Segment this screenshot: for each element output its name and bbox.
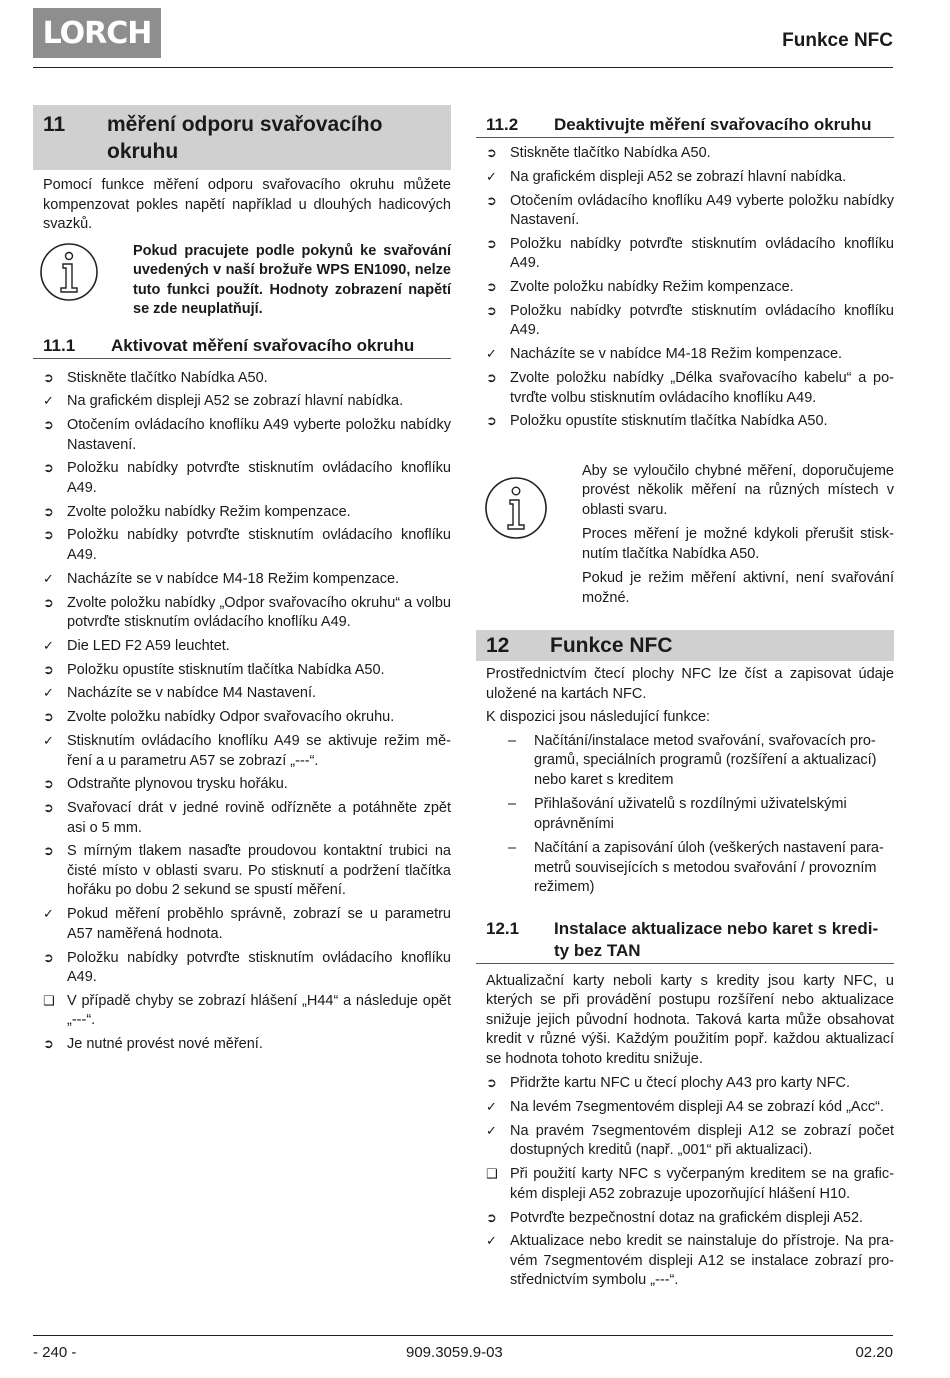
list-item (33, 637, 451, 657)
page-number: - 240 - (33, 1344, 77, 1361)
list-item (33, 570, 451, 590)
check-icon: ✓ (486, 1100, 497, 1116)
step-text: Položku nabídky potvrďte stisknutím ovládacího knoflíku A49. (67, 527, 451, 563)
step-text: V případě chyby se zobrazí hlášení „H44“ a následuje opět „---“. (67, 992, 451, 1029)
step-text: Stiskněte tlačítko Nabídka A50. (67, 369, 268, 386)
section-11-heading (33, 105, 451, 170)
section-title: Funkce NFC (550, 634, 673, 658)
arrow-icon: ➲ (43, 528, 54, 544)
step-text: Nacházíte se v nabídce M4-18 Režim kompenzace. (67, 570, 400, 587)
right-column (476, 105, 894, 1295)
step-text: Zvolte položku nabídky Režim kompenzace. (67, 503, 351, 520)
list-item (476, 1074, 894, 1094)
subsection-number: 11.2 (486, 115, 519, 134)
step-text: Zvolte položku nabídky „Odpor svařovacího okruhu“ a volbu potvrďte stisknutím ovládacího knoflíku A49. (67, 594, 451, 631)
list-item (33, 416, 451, 455)
header-divider (33, 67, 893, 68)
footer-divider (33, 1335, 893, 1336)
step-text: Zvolte položku nabídky Režim kompenzace. (510, 279, 794, 296)
box-icon: ❑ (43, 993, 55, 1009)
section-12-intro-2: K dispozici jsou následující funkce: (486, 709, 711, 726)
section-12-1-paragraph: Aktualizační karty neboli karty s kredity jsou karty NFC, u kterých se při provádění postupu rozšíření nebo aktualizace snižuje jejich původní hodnota. Taková karta může obsahovat kredit v různé výši. Každým použitím popř. každou aktualizací se hodnota tohoto kreditu snižuje. (486, 972, 894, 1067)
arrow-icon: ➲ (43, 710, 54, 726)
list-item: – Načítání a zapisování úloh (veškerých nastavení parametrů souvisejících s metodou svařování / provozním režimem) (508, 840, 884, 896)
list-item (476, 1098, 894, 1118)
step-text: Aktualizace nebo kredit se nainstaluje do přístroje. Na pravém 7segmentovém displeji A12 se instalace zobrazí prostřednictvím symbolu „---“. (510, 1233, 894, 1289)
list-item (476, 192, 894, 231)
arrow-icon: ➲ (486, 193, 497, 209)
lorch-logo: LORCH (33, 8, 161, 58)
section-number: 11 (43, 113, 66, 136)
arrow-icon: ➲ (486, 236, 497, 252)
step-text: Odstraňte plynovou trysku hořáku. (67, 776, 288, 793)
arrow-icon: ➲ (43, 662, 54, 678)
step-text: Na levém 7segmentovém displeji A4 se zobrazí kód „Acc“. (510, 1099, 884, 1116)
check-icon: ✓ (43, 686, 54, 702)
info-note-text: Pokud pracujete podle pokynů ke svařování uvedených v naší brožuře WPS EN1090, nelze tuto funkci použít. Hodnoty zobrazení napětí se zde neuplatňují. (133, 242, 451, 317)
step-text: Otočením ovládacího knoflíku A49 vyberte položku nabídky Nastavení. (67, 417, 451, 453)
section-12-intro: Prostřednictvím čtecí plochy NFC lze číst a zapisovat údaje uložené na kartách NFC. (486, 666, 894, 702)
steps-11-2 (476, 144, 894, 432)
check-icon: ✓ (486, 347, 497, 363)
check-icon: ✓ (486, 1123, 497, 1139)
step-text: Na pravém 7segmentovém displeji A12 se zobrazí počet dostupných kreditů (např. „001“ při aktualizaci). (510, 1122, 894, 1159)
section-title: měření odporu svařovacího okruhu (107, 113, 383, 163)
list-item (476, 345, 894, 365)
check-icon: ✓ (486, 169, 497, 185)
check-icon: ✓ (43, 907, 54, 923)
section-11-intro: Pomocí funkce měření odporu svařovacího okruhu můžete kompenzovat pokles napětí například u dlouhých hadicových svazků. (43, 177, 451, 232)
list-item: – Načítání/instalace metod svařování, svařovacích programů, speciálních programů (rozšíření a aktualizací) nebo karet s kreditem (508, 732, 877, 788)
nfc-function-list (476, 732, 894, 898)
list-item (476, 235, 894, 274)
arrow-icon: ➲ (43, 1037, 54, 1053)
step-text: Nacházíte se v nabídce M4 Nastavení. (67, 685, 317, 702)
step-text: Na grafickém displeji A52 se zobrazí hlavní nabídka. (67, 393, 404, 410)
step-text: Nacházíte se v nabídce M4-18 Režim kompenzace. (510, 346, 843, 363)
list-item (33, 842, 451, 901)
check-icon: ✓ (43, 638, 54, 654)
list-item (476, 168, 894, 188)
arrow-icon: ➲ (43, 595, 54, 611)
subsection-11-2-heading (476, 114, 894, 138)
list-item (33, 799, 451, 838)
list-item (476, 412, 894, 432)
left-column (33, 105, 451, 1059)
list-item (476, 278, 894, 298)
subsection-number: 12.1 (486, 918, 520, 938)
arrow-icon: ➲ (486, 1210, 497, 1226)
step-text: Zvolte položku nabídky Odpor svařovacího okruhu. (67, 709, 395, 726)
step-text: Pokud měření proběhlo správně, zobrazí se u parametru A57 naměřená hodnota. (67, 906, 451, 942)
box-icon: ❑ (486, 1167, 498, 1183)
list-item (33, 594, 451, 633)
section-12-heading (476, 630, 894, 661)
subsection-12-1-heading (476, 918, 894, 964)
section-number: 12 (486, 634, 510, 658)
info-paragraph: Pokud je režim měření aktivní, není svařování možné. (582, 570, 894, 606)
list-item (33, 1035, 451, 1055)
list-item (33, 369, 451, 389)
arrow-icon: ➲ (43, 950, 54, 966)
arrow-icon: ➲ (486, 371, 497, 387)
step-text: Svařovací drát v jedné rovině odřízněte a potáhněte zpět asi o 5 mm. (67, 800, 451, 836)
step-text: Položku opustíte stisknutím tlačítka Nabídka A50. (67, 661, 385, 678)
step-text: Položku nabídky potvrďte stisknutím ovládacího knoflíku A49. (510, 302, 894, 339)
list-item (33, 526, 451, 565)
list-item (476, 369, 894, 408)
page-header-title: Funkce NFC (782, 30, 893, 51)
document-number: 909.3059.9-03 (406, 1344, 503, 1361)
list-item (476, 1122, 894, 1161)
list-item (476, 144, 894, 164)
list-item (33, 949, 451, 988)
arrow-icon: ➲ (43, 777, 54, 793)
list-item (33, 708, 451, 728)
check-icon: ✓ (43, 571, 54, 587)
step-text: Přidržte kartu NFC u čtecí plochy A43 pro karty NFC. (510, 1075, 851, 1092)
step-text: Položku nabídky potvrďte stisknutím ovládacího knoflíku A49. (67, 949, 451, 986)
subsection-number: 11.1 (43, 335, 76, 355)
arrow-icon: ➲ (43, 418, 54, 434)
step-text: Stiskněte tlačítko Nabídka A50. (510, 145, 711, 161)
info-icon (484, 476, 548, 540)
step-text: Die LED F2 A59 leuchtet. (67, 637, 230, 654)
check-icon: ✓ (43, 394, 54, 410)
subsection-title: Aktivovat měření svařovacího okruhu (111, 335, 415, 355)
info-note-2 (476, 462, 894, 614)
list-item (33, 503, 451, 523)
info-icon (39, 242, 99, 302)
info-note-2-body (582, 462, 894, 614)
step-text: Na grafickém displeji A52 se zobrazí hlavní nabídka. (510, 168, 847, 185)
arrow-icon: ➲ (43, 461, 54, 477)
check-icon: ✓ (43, 734, 54, 750)
arrow-icon: ➲ (486, 146, 497, 161)
arrow-icon: ➲ (486, 414, 497, 430)
arrow-icon: ➲ (486, 280, 497, 296)
arrow-icon: ➲ (486, 1076, 497, 1092)
step-text: Je nutné provést nové měření. (67, 1036, 263, 1053)
step-text: Stisknutím ovládacího knoflíku A49 se aktivuje režim měření a u parametru A57 se zobrazí „---“. (67, 733, 451, 769)
list-item (33, 732, 451, 771)
list-item: – Přihlašování uživatelů s rozdílnými uživatelskými oprávněními (508, 796, 847, 832)
check-icon: ✓ (486, 1234, 497, 1250)
subsection-title: Instalace aktualizace nebo karet s kredity bez TAN (554, 918, 879, 960)
arrow-icon: ➲ (43, 844, 54, 860)
list-item (33, 992, 451, 1031)
list-item (476, 1232, 894, 1291)
list-item (33, 459, 451, 498)
info-paragraph: Aby se vyloučilo chybné měření, doporučujeme provést několik měření na různých místech v oblasti svaru. (582, 462, 894, 518)
step-text: S mírným tlakem nasaďte proudovou kontaktní trubici na čisté místo v oblasti svaru. Po stisknutí a podržení tlačítka hořáku po dobu 2 sekund se spustí měření. (67, 843, 451, 899)
step-text: Zvolte položku nabídky „Délka svařovacího kabelu“ a potvrďte volbu stisknutím ovládacího knoflíku A49. (510, 370, 894, 406)
list-item (476, 1165, 894, 1204)
subsection-title: Deaktivujte měření svařovacího okruhu (554, 115, 872, 134)
step-text: Položku nabídky potvrďte stisknutím ovládacího knoflíku A49. (67, 460, 451, 496)
arrow-icon: ➲ (486, 303, 497, 319)
info-paragraph: Proces měření je možné kdykoli přerušit stisknutím tlačítka Nabídka A50. (582, 526, 894, 562)
arrow-icon: ➲ (43, 370, 54, 386)
arrow-icon: ➲ (43, 801, 54, 817)
list-item (33, 684, 451, 704)
info-note (33, 242, 451, 320)
list-item (33, 905, 451, 944)
step-text: Položku nabídky potvrďte stisknutím ovládacího knoflíku A49. (510, 235, 894, 272)
list-item (33, 392, 451, 412)
list-item (476, 302, 894, 341)
steps-12-1 (476, 1074, 894, 1290)
step-text: Položku opustíte stisknutím tlačítka Nabídka A50. (510, 413, 828, 430)
arrow-icon: ➲ (43, 504, 54, 520)
steps-11-1 (33, 369, 451, 1055)
step-text: Potvrďte bezpečnostní dotaz na grafickém displeji A52. (510, 1209, 864, 1226)
list-item (476, 1209, 894, 1229)
document-date: 02.20 (855, 1344, 893, 1361)
list-item (33, 775, 451, 795)
subsection-11-1-heading (33, 335, 451, 359)
step-text: Při použití karty NFC s vyčerpaným kreditem se na grafickém displeji A52 zobrazuje upozorňující hlášení H10. (510, 1166, 894, 1202)
step-text: Otočením ovládacího knoflíku A49 vyberte položku nabídky Nastavení. (510, 192, 894, 229)
list-item (33, 661, 451, 681)
